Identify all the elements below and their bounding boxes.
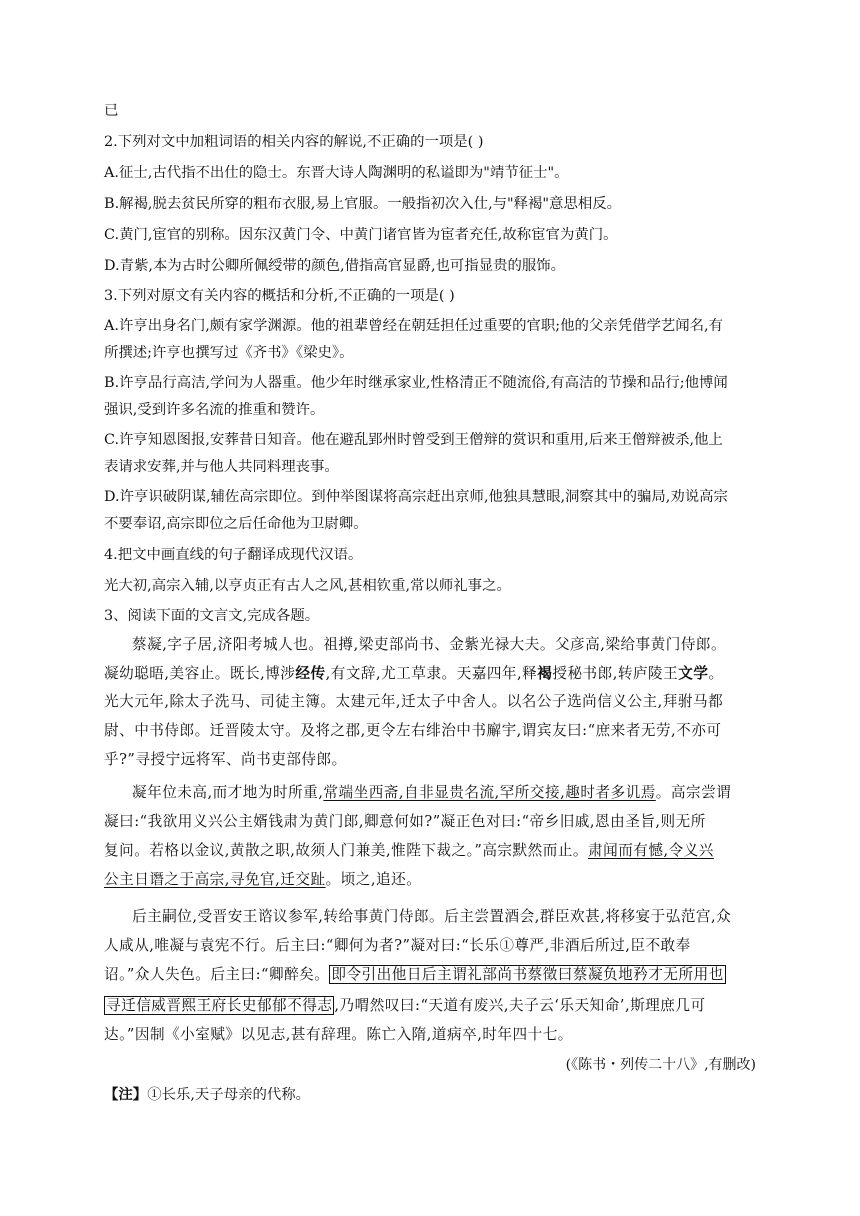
passage-line: 凝年位未高,而才地为时所重,常端坐西斋,自非显贵名流,罕所交接,趣时者多讥焉。高宗尝谓 — [132, 784, 732, 801]
source-citation: (《陈书・列传二十八》,有删改) — [565, 1057, 756, 1073]
passage-line: 蔡凝,字子居,济阳考城人也。祖撙,梁吏部尚书、金紫光禄大夫。父彦高,梁给事黄门侍郎。 — [132, 636, 727, 653]
option-a: A.征士,古代指不出仕的隐士。东晋大诗人陶渊明的私谥即为"靖节征士"。 — [104, 165, 569, 181]
section-heading: 3、阅读下面的文言文,完成各题。 — [104, 608, 320, 624]
passage-line: 寻迁信威晋熙王府长史郁郁不得志 ,乃喟然叹曰:“天道有废兴,夫子云‘乐天知命’,斯理庶几可 — [106, 997, 706, 1014]
underlined-sentence: 常端坐西斋,自非显贵名流,罕所交接,趣时者多讥焉 — [323, 784, 656, 801]
passage-line: 凝幼聪晤,美容止。既长,博涉经传,有文辞,尤工草隶。天嘉四年,释褐授秘书郎,转庐陵王文学。 — [104, 665, 724, 682]
option-c: C.许亨知恩图报,安葬昔日知音。他在避乱郢州时曾受到王僧辩的赏识和重用,后来王僧辩被杀,他上 — [104, 432, 723, 448]
option-a-cont: 所撰述;许亨也撰写过《齐书》《梁史》。 — [104, 345, 354, 361]
note-label: 【注】 — [104, 1086, 148, 1103]
bold-term: 文学 — [678, 665, 709, 682]
passage-line: 凝曰:“我欲用义兴公主婿钱肃为黄门郎,卿意何如?”凝正色对曰:“帝乡旧戚,恩由圣旨,则无所 — [104, 813, 706, 830]
option-a: A.许亨出身名门,颇有家学渊源。他的祖辈曾经在朝廷担任过重要的官职;他的父亲凭借学艺闻名,有 — [104, 318, 723, 334]
passage-line: 尉、中书侍郎。迁晋陵太守。及将之郡,更令左右绯治中书廨宇,谓宾友曰:“庶来者无劳,不亦可 — [104, 722, 722, 739]
option-d: D.青紫,本为古时公卿所佩绶带的颜色,借指高官显爵,也可指显贵的服饰。 — [104, 258, 566, 274]
question-2: 2.下列对文中加粗词语的相关内容的解说,不正确的一项是( ) — [104, 134, 484, 150]
option-b-cont: 强识,受到许多名流的推重和赞许。 — [104, 402, 325, 418]
option-c: C.黄门,宦官的别称。因东汉黄门令、中黄门诸官皆为宦者充任,故称宦官为黄门。 — [104, 227, 618, 243]
bold-term: 褐 — [537, 665, 553, 682]
boxed-sentence: 即令引出他日后主谓礼部尚书蔡徵曰蔡凝负地矜才无所用也 — [331, 966, 724, 983]
passage-line: 诏。”众人失色。后主曰:“卿醉矣。 即令引出他日后主谓礼部尚书蔡徵曰蔡凝负地矜才无所用也 — [104, 966, 724, 983]
passage-line: 公主日谮之于高宗,寻免官,迁交趾。顷之,追还。 — [104, 871, 422, 888]
passage-line: 达。”因制《小室赋》以见志,甚有辞理。陈亡入隋,道病卒,时年四十七。 — [104, 1026, 573, 1043]
underlined-sentence: 公主日谮之于高宗,寻免官,迁交趾 — [104, 871, 326, 888]
bold-term: 经传 — [295, 665, 326, 682]
question-3: 3.下列对原文有关内容的概括和分析,不正确的一项是( ) — [104, 288, 455, 304]
question-4: 4.把文中画直线的句子翻译成现代汉语。 — [104, 547, 363, 563]
passage-line: 人咸从,唯凝与袁宪不行。后主曰:“卿何为者?”凝对曰:“长乐①尊严,非酒后所过,臣不敢奉 — [104, 937, 691, 954]
option-b: B.许亨品行高洁,学问为人器重。他少年时继承家业,性格清正不随流俗,有高洁的节操和品行;他博闻 — [104, 375, 728, 391]
translation-sentence: 光大初,高宗入辅,以亨贞正有古人之风,甚相钦重,常以师礼事之。 — [104, 578, 511, 594]
footnote — [104, 1085, 764, 1105]
option-d: D.许亨识破阴谋,辅佐高宗即位。到仲举图谋将高宗赶出京师,他独具慧眼,洞察其中的骗局,劝说高宗 — [104, 489, 728, 505]
option-d-cont: 不要奉诏,高宗即位之后任命他为卫尉卿。 — [104, 516, 368, 532]
option-c-cont: 表请求安葬,并与他人共同料理丧事。 — [104, 459, 339, 475]
passage-line: 乎?”寻授宁远将军、尚书吏部侍郎。 — [104, 751, 347, 768]
note-text: ①长乐,天子母亲的代称。 — [147, 1087, 311, 1103]
passage-line: 光大元年,除太子洗马、司徒主簿。太建元年,迁太子中舍人。以名公子选尚信义公主,拜驸马都 — [104, 693, 724, 710]
boxed-sentence: 寻迁信威晋熙王府长史郁郁不得志 — [106, 997, 333, 1014]
text-line: 已 — [104, 103, 119, 119]
passage-line: 复问。若格以金议,黄散之职,故须人门兼美,惟陛下裁之。”高宗默然而止。肃闻而有憾,令义兴 — [104, 842, 714, 859]
option-b: B.解褐,脱去贫民所穿的粗布衣服,易上官服。一般指初次入仕,与"释褐"意思相反。 — [104, 196, 622, 212]
passage-line: 后主嗣位,受晋安王谘议参军,转给事黄门侍郎。后主尝置酒会,群臣欢甚,将移宴于弘范宫,众 — [132, 908, 732, 925]
underlined-sentence: 肃闻而有憾,令义兴 — [588, 842, 714, 859]
